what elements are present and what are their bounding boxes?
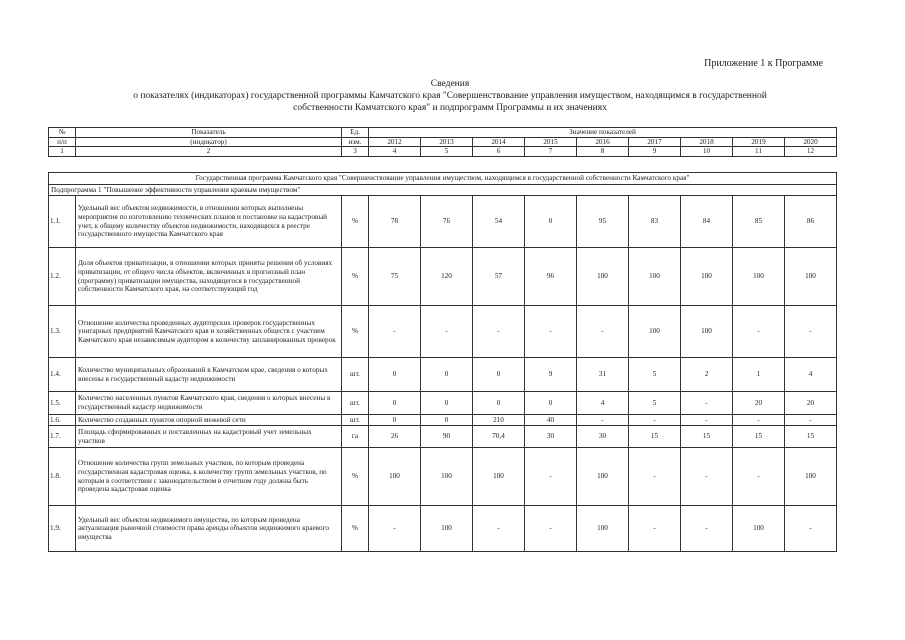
value-cell: 100 [369,448,421,506]
indicator-table-header [48,127,837,157]
value-cell: 75 [369,248,421,306]
row-number: 1.8. [49,448,76,506]
program-title-row: Государственная программа Камчатского края "Совершенствование управления имуществом, находящимся в государственной собственности Камчатского края" [49,173,837,185]
value-cell: - [525,306,577,358]
column-number: 3 [342,147,369,157]
year-header: 2015 [525,137,577,147]
value-cell: 120 [421,248,473,306]
column-number: 6 [473,147,525,157]
year-header: 2013 [421,137,473,147]
value-cell: 83 [629,196,681,248]
document-title [40,78,860,114]
unit-cell: шт. [342,392,369,415]
value-cell: 0 [473,392,525,415]
value-cell: 0 [525,392,577,415]
value-cell: 100 [629,306,681,358]
value-cell: - [369,506,421,552]
row-number: 1.4. [49,358,76,392]
column-number: 2 [76,147,342,157]
value-cell: - [733,306,785,358]
year-header: 2017 [629,137,681,147]
unit-cell: шт. [342,358,369,392]
indicator-name: Площадь сформированных и поставленных на кадастровый учет земельных участков [76,426,342,448]
value-cell: - [785,306,837,358]
value-cell: - [629,448,681,506]
value-cell: 31 [577,358,629,392]
value-cell: 210 [473,415,525,426]
unit-cell: шт. [342,415,369,426]
column-number: 1 [49,147,76,157]
value-cell: 86 [785,196,837,248]
value-cell: 100 [473,448,525,506]
column-number: 8 [577,147,629,157]
table-row [49,358,837,392]
value-cell: 54 [473,196,525,248]
value-cell: 0 [421,392,473,415]
year-header: 2012 [369,137,421,147]
year-header: 2019 [733,137,785,147]
table-row [49,415,837,426]
value-cell: 100 [733,248,785,306]
year-header: 2018 [681,137,733,147]
value-cell: 15 [733,426,785,448]
indicator-name: Количество муниципальных образований в Камчатском крае, сведения о которых внесены в государственный кадастр недвижимости [76,358,342,392]
column-number: 10 [681,147,733,157]
column-number: 9 [629,147,681,157]
value-cell: 0 [421,415,473,426]
value-cell: 85 [733,196,785,248]
value-cell: - [473,506,525,552]
value-cell: 30 [577,426,629,448]
value-cell: - [681,392,733,415]
indicator-name: Количество населенных пунктов Камчатского края, сведения о которых внесены в государственный кадастр недвижимости [76,392,342,415]
value-cell: 76 [421,196,473,248]
value-cell: 0 [369,358,421,392]
row-number: 1.3. [49,306,76,358]
table-row [49,448,837,506]
value-cell: 2 [681,358,733,392]
appendix-label: Приложение 1 к Программе [704,58,823,69]
value-cell: - [421,306,473,358]
indicator-name: Отношение количества групп земельных участков, по которым проведена государственная кадастровая оценка, к количеству групп земельных участков, по которым в соответствии с законодательством в отчетном году должна быть проведена кадастровая оценка [76,448,342,506]
unit-cell: % [342,248,369,306]
table-row [49,306,837,358]
value-cell: 100 [785,248,837,306]
value-cell: - [785,506,837,552]
value-cell: 70,4 [473,426,525,448]
table-row [49,392,837,415]
column-number: 5 [421,147,473,157]
value-cell: - [629,506,681,552]
column-number: 12 [785,147,837,157]
table-row [49,506,837,552]
table-row [49,248,837,306]
value-cell: 15 [785,426,837,448]
value-cell: 90 [421,426,473,448]
value-cell: 100 [785,448,837,506]
value-cell: - [629,415,681,426]
row-number: 1.2. [49,248,76,306]
value-cell: 100 [681,248,733,306]
title-line-3: собственности Камчатского края" и подпрограмм Программы и их значениях [293,103,607,113]
value-cell: - [369,306,421,358]
col-indicator-header-2: (индикатор) [76,137,342,147]
col-unit-header: Ед. [342,128,369,138]
unit-cell: % [342,506,369,552]
value-cell: - [733,448,785,506]
value-cell: 40 [525,415,577,426]
value-cell: - [681,506,733,552]
column-number: 7 [525,147,577,157]
col-unit-header-2: изм. [342,137,369,147]
value-cell: 100 [629,248,681,306]
indicator-name: Доля объектов приватизации, в отношении которых приняты решения об условиях приватизации, от общего числа объектов, включенных в прогнозный план (программу) приватизации имущества, находящегося в государственной собственности Камчатского края, на соответствующий год [76,248,342,306]
col-num-header-2: п/п [49,137,76,147]
row-number: 1.5. [49,392,76,415]
value-cell: 0 [421,358,473,392]
table-row [49,196,837,248]
value-cell: 30 [525,426,577,448]
value-cell: 0 [525,196,577,248]
indicator-name: Удельный вес объектов недвижимости, в отношении которых выполнены мероприятия по изготовлению технических планов и постановке на кадастровый учет, к общему количеству объектов недвижимости, находящихся в реестре государственного имущества Камчатского края [76,196,342,248]
indicator-table [48,172,837,552]
unit-cell: % [342,448,369,506]
year-header: 2020 [785,137,837,147]
value-cell: - [525,448,577,506]
year-header: 2014 [473,137,525,147]
column-number: 4 [369,147,421,157]
value-cell: 96 [525,248,577,306]
subprogram-title-row: Подпрограмма 1 "Повышение эффективности управления краевым имуществом" [49,185,837,196]
value-cell: - [525,506,577,552]
indicator-name: Отношение количества проведенных аудиторских проверок государственных унитарных предприятий Камчатского края и хозяйственных обществ с участием Камчатского края независимым аудитором к количеству запланированных проверок [76,306,342,358]
value-cell: 20 [733,392,785,415]
value-cell: 5 [629,392,681,415]
value-cell: 26 [369,426,421,448]
value-cell: - [681,415,733,426]
unit-cell: % [342,306,369,358]
value-cell: 100 [421,506,473,552]
value-cell: 95 [577,196,629,248]
indicator-name: Количество созданных пунктов опорной межевой сети [76,415,342,426]
value-cell: 100 [577,448,629,506]
value-cell: 100 [421,448,473,506]
value-cell: 4 [577,392,629,415]
value-cell: 100 [577,506,629,552]
value-cell: - [473,306,525,358]
value-cell: 100 [733,506,785,552]
value-cell: - [681,448,733,506]
value-cell: 4 [785,358,837,392]
year-header: 2016 [577,137,629,147]
row-number: 1.7. [49,426,76,448]
value-cell: 1 [733,358,785,392]
value-cell: 15 [681,426,733,448]
column-number: 11 [733,147,785,157]
values-group-header: Значение показателей [369,128,837,138]
col-num-header: № [49,128,76,138]
unit-cell: % [342,196,369,248]
title-line-2: о показателях (индикаторах) государственной программы Камчатского края "Совершенствование управления имуществом, находящимся в государственной [133,91,767,101]
value-cell: 9 [525,358,577,392]
unit-cell: га [342,426,369,448]
indicator-name: Удельный вес объектов недвижимого имущества, по которым проведена актуализация рыночной стоимости права аренды объектов недвижимого краевого имущества [76,506,342,552]
row-number: 1.9. [49,506,76,552]
value-cell: 20 [785,392,837,415]
value-cell: 5 [629,358,681,392]
row-number: 1.6. [49,415,76,426]
value-cell: - [785,415,837,426]
row-number: 1.1. [49,196,76,248]
value-cell: 100 [681,306,733,358]
value-cell: 15 [629,426,681,448]
value-cell: 78 [369,196,421,248]
title-line-1: Сведения [430,79,470,89]
value-cell: 100 [577,248,629,306]
value-cell: - [577,415,629,426]
col-indicator-header: Показатель [76,128,342,138]
value-cell: 57 [473,248,525,306]
value-cell: 0 [369,392,421,415]
value-cell: 84 [681,196,733,248]
value-cell: 0 [473,358,525,392]
value-cell: - [733,415,785,426]
value-cell: 0 [369,415,421,426]
table-row [49,426,837,448]
value-cell: - [577,306,629,358]
